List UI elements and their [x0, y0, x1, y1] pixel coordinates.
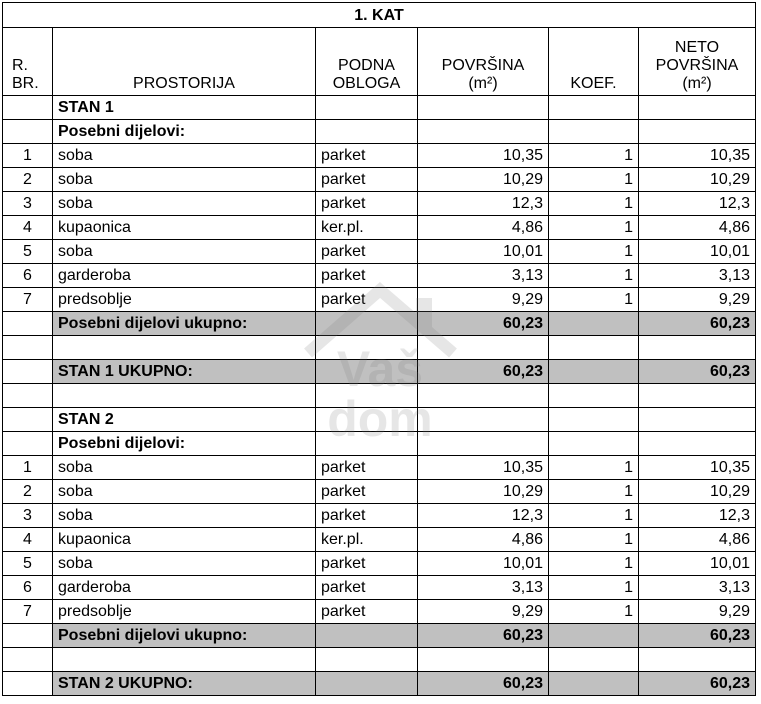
empty-cell — [549, 672, 639, 696]
net-area-value: 4,86 — [639, 528, 756, 552]
empty-cell — [549, 384, 639, 408]
row-number: 6 — [3, 576, 53, 600]
net-area-value: 10,01 — [639, 240, 756, 264]
floor-covering: parket — [316, 480, 418, 504]
room-name: soba — [53, 240, 316, 264]
room-name: kupaonica — [53, 528, 316, 552]
room-name: soba — [53, 192, 316, 216]
room-name: predsoblje — [53, 600, 316, 624]
total-area: 60,23 — [418, 672, 549, 696]
subtotal-row — [3, 624, 756, 648]
blank-row — [3, 384, 756, 408]
table-row — [3, 456, 756, 480]
empty-cell — [316, 96, 418, 120]
header-area: POVRŠINA (m²) — [418, 28, 549, 96]
table-row — [3, 552, 756, 576]
empty-cell — [3, 432, 53, 456]
floor-covering: parket — [316, 240, 418, 264]
svg-text:dom: dom — [327, 391, 433, 447]
section-title-row — [3, 120, 756, 144]
empty-cell — [3, 360, 53, 384]
room-name: garderoba — [53, 264, 316, 288]
floor-covering: parket — [316, 576, 418, 600]
empty-cell — [316, 360, 418, 384]
total-area: 60,23 — [418, 360, 549, 384]
empty-cell — [418, 408, 549, 432]
row-number: 2 — [3, 480, 53, 504]
area-value: 10,35 — [418, 456, 549, 480]
empty-cell — [316, 672, 418, 696]
empty-cell — [549, 624, 639, 648]
total-net-area: 60,23 — [639, 360, 756, 384]
empty-cell — [418, 384, 549, 408]
subtotal-net-area: 60,23 — [639, 624, 756, 648]
area-value: 3,13 — [418, 576, 549, 600]
floor-covering: ker.pl. — [316, 528, 418, 552]
empty-cell — [639, 120, 756, 144]
total-label: STAN 1 UKUPNO: — [53, 360, 316, 384]
row-number: 4 — [3, 528, 53, 552]
row-number: 7 — [3, 288, 53, 312]
empty-cell — [3, 624, 53, 648]
table-row — [3, 504, 756, 528]
area-value: 4,86 — [418, 216, 549, 240]
floor-covering: parket — [316, 552, 418, 576]
net-area-value: 12,3 — [639, 504, 756, 528]
empty-cell — [53, 648, 316, 672]
apartment-name: STAN 2 — [53, 408, 316, 432]
total-label: STAN 2 UKUPNO: — [53, 672, 316, 696]
header-floor-covering: PODNA OBLOGA — [316, 28, 418, 96]
net-area-value: 10,29 — [639, 168, 756, 192]
row-number: 3 — [3, 504, 53, 528]
row-number: 6 — [3, 264, 53, 288]
subtotal-label: Posebni dijelovi ukupno: — [53, 312, 316, 336]
empty-cell — [549, 360, 639, 384]
coefficient-value: 1 — [549, 288, 639, 312]
empty-cell — [53, 384, 316, 408]
net-area-value: 10,29 — [639, 480, 756, 504]
table-row — [3, 168, 756, 192]
coefficient-value: 1 — [549, 456, 639, 480]
coefficient-value: 1 — [549, 264, 639, 288]
area-value: 4,86 — [418, 528, 549, 552]
coefficient-value: 1 — [549, 192, 639, 216]
row-number: 3 — [3, 192, 53, 216]
room-name: soba — [53, 480, 316, 504]
header-row — [3, 28, 756, 96]
coefficient-value: 1 — [549, 600, 639, 624]
empty-cell — [3, 96, 53, 120]
empty-cell — [418, 96, 549, 120]
empty-cell — [3, 672, 53, 696]
empty-cell — [639, 648, 756, 672]
area-value: 9,29 — [418, 288, 549, 312]
net-area-value: 10,35 — [639, 456, 756, 480]
section-title-row — [3, 432, 756, 456]
section-label: Posebni dijelovi: — [53, 120, 316, 144]
area-value: 9,29 — [418, 600, 549, 624]
room-name: kupaonica — [53, 216, 316, 240]
floor-covering: parket — [316, 264, 418, 288]
empty-cell — [639, 384, 756, 408]
table-row — [3, 144, 756, 168]
room-name: predsoblje — [53, 288, 316, 312]
apartment-title-row — [3, 408, 756, 432]
header-coefficient: KOEF. — [549, 28, 639, 96]
empty-cell — [639, 408, 756, 432]
floor-covering: parket — [316, 456, 418, 480]
net-area-value: 3,13 — [639, 264, 756, 288]
row-number: 5 — [3, 240, 53, 264]
empty-cell — [316, 624, 418, 648]
net-area-value: 9,29 — [639, 288, 756, 312]
empty-cell — [3, 408, 53, 432]
floor-covering: parket — [316, 192, 418, 216]
empty-cell — [549, 648, 639, 672]
row-number: 5 — [3, 552, 53, 576]
empty-cell — [418, 120, 549, 144]
subtotal-net-area: 60,23 — [639, 312, 756, 336]
area-value: 10,01 — [418, 552, 549, 576]
floor-covering: parket — [316, 144, 418, 168]
row-number: 7 — [3, 600, 53, 624]
header-row-number: R. BR. — [3, 28, 53, 96]
area-value: 12,3 — [418, 192, 549, 216]
floor-covering: parket — [316, 504, 418, 528]
header-room: PROSTORIJA — [53, 28, 316, 96]
empty-cell — [639, 336, 756, 360]
total-row — [3, 360, 756, 384]
room-name: soba — [53, 504, 316, 528]
header-net-area: NETO POVRŠINA (m²) — [639, 28, 756, 96]
coefficient-value: 1 — [549, 504, 639, 528]
table-row — [3, 216, 756, 240]
net-area-value: 9,29 — [639, 600, 756, 624]
room-name: soba — [53, 168, 316, 192]
area-value: 10,29 — [418, 480, 549, 504]
apartment-title-row — [3, 96, 756, 120]
subtotal-row — [3, 312, 756, 336]
empty-cell — [549, 312, 639, 336]
area-value: 10,01 — [418, 240, 549, 264]
net-area-value: 10,01 — [639, 552, 756, 576]
table-row — [3, 480, 756, 504]
empty-cell — [3, 312, 53, 336]
floor-covering: parket — [316, 168, 418, 192]
net-area-value: 10,35 — [639, 144, 756, 168]
table-row — [3, 600, 756, 624]
empty-cell — [316, 432, 418, 456]
net-area-value: 3,13 — [639, 576, 756, 600]
empty-cell — [418, 432, 549, 456]
room-name: soba — [53, 552, 316, 576]
subtotal-area: 60,23 — [418, 624, 549, 648]
net-area-value: 4,86 — [639, 216, 756, 240]
empty-cell — [316, 312, 418, 336]
coefficient-value: 1 — [549, 168, 639, 192]
area-value: 12,3 — [418, 504, 549, 528]
empty-cell — [3, 384, 53, 408]
coefficient-value: 1 — [549, 216, 639, 240]
coefficient-value: 1 — [549, 144, 639, 168]
room-name: garderoba — [53, 576, 316, 600]
empty-cell — [316, 120, 418, 144]
area-table — [2, 2, 756, 696]
blank-row — [3, 336, 756, 360]
empty-cell — [549, 432, 639, 456]
apartment-name: STAN 1 — [53, 96, 316, 120]
area-value: 10,35 — [418, 144, 549, 168]
empty-cell — [639, 96, 756, 120]
subtotal-label: Posebni dijelovi ukupno: — [53, 624, 316, 648]
net-area-value: 12,3 — [639, 192, 756, 216]
empty-cell — [316, 408, 418, 432]
section-label: Posebni dijelovi: — [53, 432, 316, 456]
table-row — [3, 264, 756, 288]
area-value: 3,13 — [418, 264, 549, 288]
subtotal-area: 60,23 — [418, 312, 549, 336]
empty-cell — [316, 648, 418, 672]
coefficient-value: 1 — [549, 240, 639, 264]
empty-cell — [53, 336, 316, 360]
empty-cell — [418, 336, 549, 360]
floor-covering: parket — [316, 600, 418, 624]
table-row — [3, 240, 756, 264]
empty-cell — [549, 408, 639, 432]
blank-row — [3, 648, 756, 672]
empty-cell — [418, 648, 549, 672]
room-name: soba — [53, 144, 316, 168]
empty-cell — [549, 96, 639, 120]
row-number: 4 — [3, 216, 53, 240]
coefficient-value: 1 — [549, 480, 639, 504]
empty-cell — [3, 648, 53, 672]
empty-cell — [549, 336, 639, 360]
total-row — [3, 672, 756, 696]
table-row — [3, 576, 756, 600]
table-row — [3, 288, 756, 312]
empty-cell — [316, 336, 418, 360]
empty-cell — [639, 432, 756, 456]
table-title-row — [3, 3, 756, 28]
row-number: 1 — [3, 144, 53, 168]
table-row — [3, 528, 756, 552]
empty-cell — [3, 120, 53, 144]
total-net-area: 60,23 — [639, 672, 756, 696]
empty-cell — [316, 384, 418, 408]
coefficient-value: 1 — [549, 528, 639, 552]
coefficient-value: 1 — [549, 552, 639, 576]
coefficient-value: 1 — [549, 576, 639, 600]
table-title: 1. KAT — [3, 3, 756, 28]
row-number: 1 — [3, 456, 53, 480]
empty-cell — [549, 120, 639, 144]
row-number: 2 — [3, 168, 53, 192]
room-name: soba — [53, 456, 316, 480]
empty-cell — [3, 336, 53, 360]
floor-covering: ker.pl. — [316, 216, 418, 240]
table-row — [3, 192, 756, 216]
floor-covering: parket — [316, 288, 418, 312]
area-value: 10,29 — [418, 168, 549, 192]
